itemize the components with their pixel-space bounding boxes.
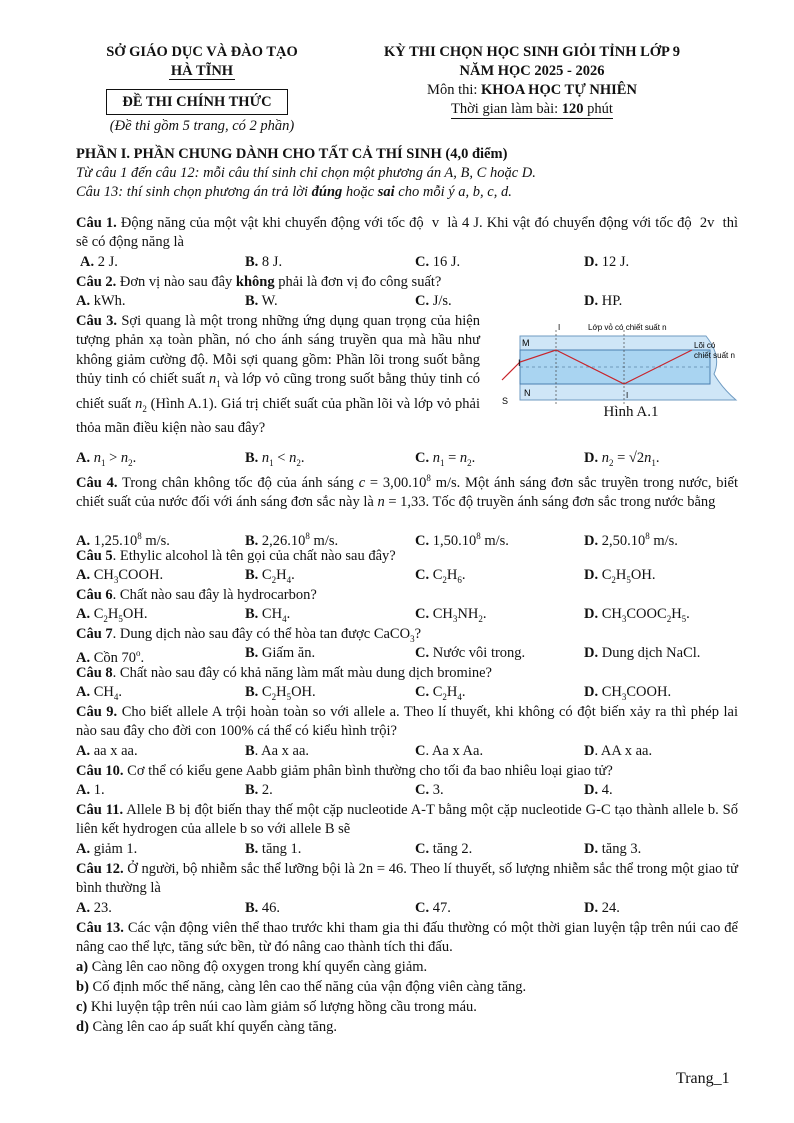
- part1-title: PHẦN I. PHẦN CHUNG DÀNH CHO TẤT CẢ THÍ SINH (4,0 điểm): [76, 146, 508, 162]
- question-2: Câu 2. Đơn vị nào sau đây không phải là đơn vị đo công suất?: [76, 274, 442, 290]
- question-10-options: A. 1. B. 2. C. 3. D. 4.: [76, 782, 613, 798]
- province-name: HÀ TĨNH: [170, 63, 234, 79]
- question-4: Câu 4. Trong chân không tốc độ của ánh sáng $c = 3,00.10^8$ m/s. Một ánh sáng đơn sắc truyền trong nước, biết chiết suất của nước đối với ánh sáng đơn sắc này là n = 1,33. Tốc độ truyền ánh sáng đơn sắc trong nước bằng: [76, 473, 738, 511]
- department-name: SỞ GIÁO DỤC VÀ ĐÀO TẠO: [106, 44, 298, 60]
- question-12: Câu 12. Ở người, bộ nhiễm sắc thể lưỡng bội là 2n = 46. Theo lí thuyết, số lượng nhiễm sắc thể trong một giao tử bình thường là: [76, 861, 738, 897]
- part1-instruction-1: Từ câu 1 đến câu 12: mỗi câu thí sinh chỉ chọn một phương án A, B, C hoặc D.: [76, 165, 536, 181]
- question-13-c: c) Khi luyện tập trên núi cao làm giảm số lượng hồng cầu trong máu.: [76, 999, 477, 1015]
- question-3: Câu 3. Sợi quang là một trong những ứng dụng quan trọng của hiện tượng phản xạ toàn phần, nó cho ánh sáng truyền qua mà hầu như không giảm cường độ. Mỗi sợi quang gồm: Phần lõi trong suốt bằng thủy tinh có chiết suất $n_1$ và lớp vỏ cũng trong suốt bằng thủy tinh có chiết suất $n_2$ (Hình A.1). Giá trị chiết suất của phần lõi và lớp vỏ phải thỏa mãn điều kiện nào sau đây?: [76, 313, 481, 436]
- label-I1: I: [558, 323, 561, 332]
- official-exam-box: ĐỀ THI CHÍNH THỨC: [106, 89, 288, 115]
- label-cladding: Lớp vỏ có chiết suất n: [588, 323, 667, 332]
- question-3-options: A. $n_1 > n_2$. B. $n_1 < n_2$. C. $n_1 = n_2$. D. $n_2 = √2n_1$.: [76, 450, 660, 468]
- question-4-options: A. 1,25.10$^8$ m/s. B. 2,26.10$^8$ m/s. C. 1,50.10$^8$ m/s. D. 2,50.10$^8$ m/s.: [76, 531, 678, 549]
- school-year: NĂM HỌC 2025 - 2026: [459, 63, 605, 79]
- question-9-options: A. aa x aa. B. Aa x aa. C. Aa x Aa. D. AA x aa.: [76, 743, 653, 759]
- question-5-options: A. $CH_3COOH$. B. $C_2H_4$. C. $C_2H_6$. D. $C_2H_5OH$.: [76, 567, 656, 585]
- exam-title: KỲ THI CHỌN HỌC SINH GIỎI TỈNH LỚP 9: [384, 44, 680, 60]
- question-13-a: a) Càng lên cao nồng độ oxygen trong khí quyển càng giảm.: [76, 959, 428, 975]
- question-7-options: A. Cồn 70$^o$. B. Giấm ăn. C. Nước vôi trong. D. Dung dịch NaCl.: [76, 645, 701, 666]
- label-S: S: [502, 396, 509, 406]
- question-8-options: A. $CH_4$. B. $C_2H_5OH$. C. $C_2H_4$. D. $CH_3COOH$.: [76, 684, 672, 702]
- question-5: Câu 5. Ethylic alcohol là tên gọi của chất nào sau đây?: [76, 548, 396, 564]
- question-11-options: A. giảm 1. B. tăng 1. C. tăng 2. D. tăng 3.: [76, 841, 642, 857]
- pages-note: (Đề thi gồm 5 trang, có 2 phần): [109, 118, 295, 134]
- label-core-1: Lõi có: [694, 341, 716, 350]
- question-1-options: A. 2 J. B. 8 J. C. 16 J. D. 12 J.: [80, 254, 630, 270]
- label-I2: I: [626, 391, 629, 400]
- time-line: Thời gian làm bài: 120 phút: [451, 101, 613, 117]
- question-13: Câu 13. Các vận động viên thể thao trước khi tham gia thi đấu thường có một thời gian luyện tập trên núi cao để nâng cao thể lực, tăng sức bền, từ đó nâng cao thành tích thi đấu.: [76, 920, 738, 956]
- subject-line: Môn thi: KHOA HỌC TỰ NHIÊN: [427, 82, 637, 98]
- question-6: Câu 6. Chất nào sau đây là hydrocarbon?: [76, 587, 317, 603]
- page-number: Trang_1: [676, 1070, 730, 1087]
- question-13-d: d) Càng lên cao áp suất khí quyển càng tăng.: [76, 1019, 337, 1035]
- label-I: I: [518, 358, 521, 368]
- part1-instruction-2: Câu 13: thí sinh chọn phương án trả lời đúng hoặc sai cho mỗi ý a, b, c, d.: [76, 184, 512, 200]
- question-6-options: A. $C_2H_5OH$. B. $CH_4$. C. $CH_3NH_2$. D. $CH_3COOC_2H_5$.: [76, 606, 690, 624]
- label-core-2: chiết suất n: [694, 351, 735, 360]
- question-11: Câu 11. Allele B bị đột biến thay thế một cặp nucleotide A-T bằng một cặp nucleotide G-C tạo thành allele b. Số liên kết hydrogen của allele b so với allele B sẽ: [76, 802, 738, 838]
- question-9: Câu 9. Cho biết allele A trội hoàn toàn so với allele a. Theo lí thuyết, khi không có đột biến xảy ra thì phép lai nào sau đây cho đời con 100% cá thể có kiểu hình trội?: [76, 704, 738, 740]
- figure-caption: Hình A.1: [603, 404, 659, 420]
- question-7: Câu 7. Dung dịch nào sau đây có thể hòa tan được CaCO$_3$?: [76, 626, 422, 644]
- label-N: N: [524, 388, 531, 398]
- question-13-b: b) Cố định mốc thế năng, càng lên cao thế năng của vận động viên càng tăng.: [76, 979, 527, 995]
- question-2-options: A. kWh. B. W. C. J/s. D. HP.: [76, 293, 623, 309]
- question-1: Câu 1. Động năng của một vật khi chuyển động với tốc độ v là 4 J. Khi vật đó chuyển động với tốc độ 2v thì sẽ có động năng là: [76, 215, 738, 251]
- label-M: M: [522, 338, 530, 348]
- question-12-options: A. 23. B. 46. C. 47. D. 24.: [76, 900, 620, 916]
- question-10: Câu 10. Cơ thể có kiểu gene Aabb giảm phân bình thường cho tối đa bao nhiêu loại giao tử?: [76, 763, 613, 779]
- question-8: Câu 8. Chất nào sau đây có khả năng làm mất màu dung dịch bromine?: [76, 665, 492, 681]
